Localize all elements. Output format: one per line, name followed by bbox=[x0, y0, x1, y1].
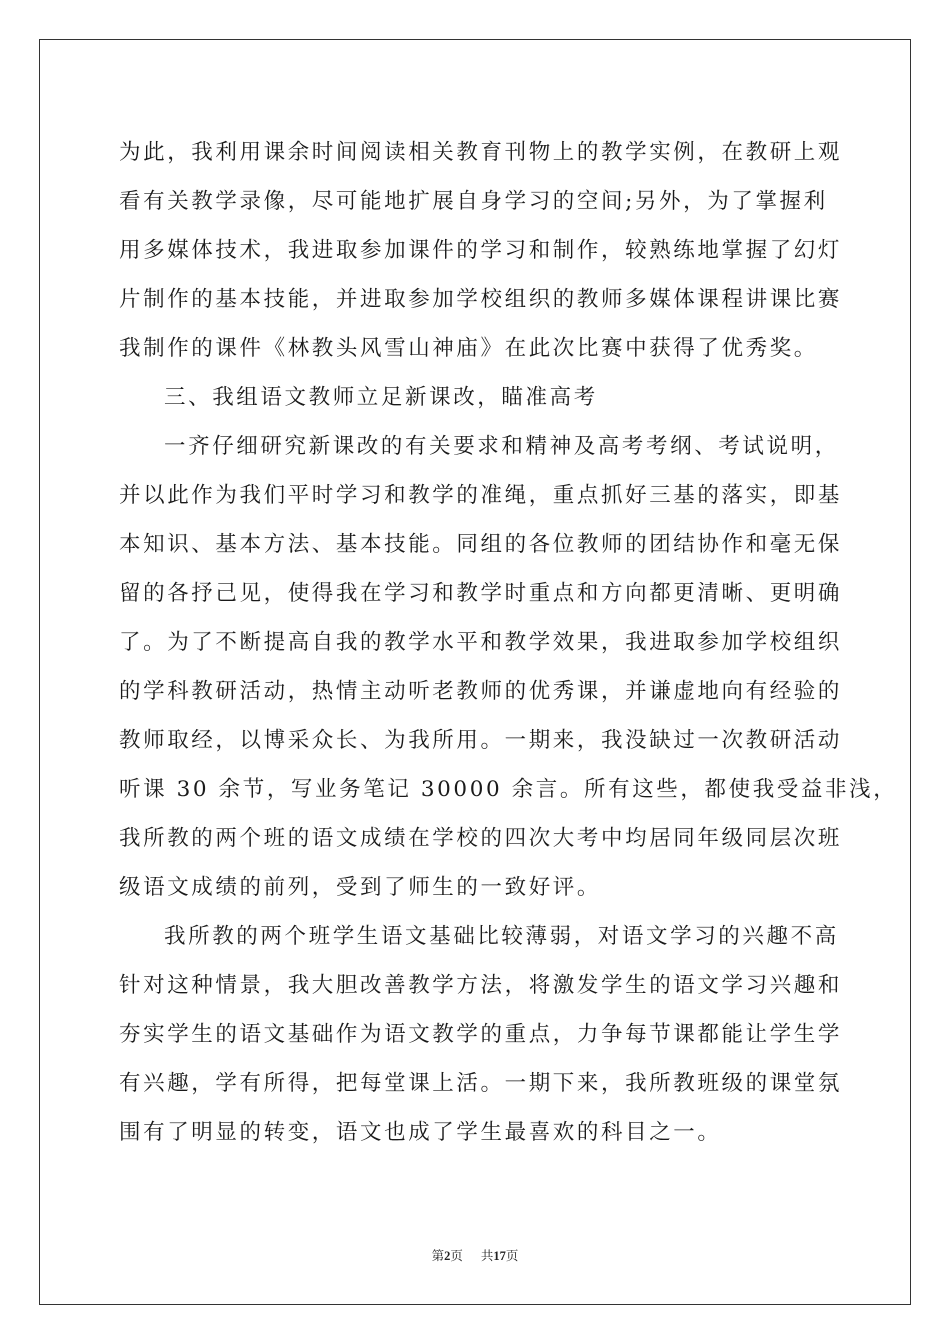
section-heading: 三、我组语文教师立足新课改，瞄准高考 bbox=[164, 385, 598, 410]
text-line: 片制作的基本技能，并进取参加学校组织的教师多媒体课程讲课比赛 bbox=[119, 287, 843, 312]
text-line: 级语文成绩的前列，受到了师生的一致好评。 bbox=[119, 875, 602, 900]
text-line: 教师取经，以博采众长、为我所用。一期来，我没缺过一次教研活动 bbox=[119, 728, 843, 753]
text-line: 我制作的课件《林教头风雪山神庙》在此次比赛中获得了优秀奖。 bbox=[119, 336, 818, 361]
text-line: 围有了明显的转变，语文也成了学生最喜欢的科目之一。 bbox=[119, 1120, 722, 1145]
page-footer bbox=[0, 1246, 950, 1264]
text-line: 看有关教学录像，尽可能地扩展自身学习的空间;另外，为了掌握利 bbox=[119, 189, 828, 214]
total-prefix: 共 bbox=[480, 1249, 494, 1263]
page-prefix: 第 bbox=[431, 1249, 445, 1263]
text-line: 听课 30 余节，写业务笔记 30000 余言。所有这些，都使我受益非浅， bbox=[119, 777, 898, 802]
text-line: 本知识、基本方法、基本技能。同组的各位教师的团结协作和毫无保 bbox=[119, 532, 843, 557]
text-line: 为此，我利用课余时间阅读相关教育刊物上的教学实例，在教研上观 bbox=[119, 140, 843, 165]
text-line: 了。为了不断提高自我的教学水平和教学效果，我进取参加学校组织 bbox=[119, 630, 843, 655]
total-suffix: 页 bbox=[505, 1249, 519, 1263]
text-line: 用多媒体技术，我进取参加课件的学习和制作，较熟练地掌握了幻灯 bbox=[119, 238, 843, 263]
text-line: 夯实学生的语文基础作为语文教学的重点，力争每节课都能让学生学 bbox=[119, 1022, 843, 1047]
text-line: 针对这种情景，我大胆改善教学方法，将激发学生的语文学习兴趣和 bbox=[119, 973, 843, 998]
text-line: 一齐仔细研究新课改的有关要求和精神及高考考纲、考试说明， bbox=[164, 434, 839, 459]
text-line: 留的各抒己见，使得我在学习和教学时重点和方向都更清晰、更明确 bbox=[119, 581, 843, 606]
page-number: 2 bbox=[444, 1249, 451, 1263]
text-line: 并以此作为我们平时学习和教学的准绳，重点抓好三基的落实，即基 bbox=[119, 483, 843, 508]
text-line: 有兴趣，学有所得，把每堂课上活。一期下来，我所教班级的课堂氛 bbox=[119, 1071, 843, 1096]
text-line: 的学科教研活动，热情主动听老教师的优秀课，并谦虚地向有经验的 bbox=[119, 679, 843, 704]
total-pages: 17 bbox=[493, 1249, 506, 1263]
page-suffix: 页 bbox=[450, 1249, 463, 1263]
document-body bbox=[119, 128, 898, 1157]
text-line: 我所教的两个班学生语文基础比较薄弱，对语文学习的兴趣不高 bbox=[164, 924, 839, 949]
text-line: 我所教的两个班的语文成绩在学校的四次大考中均居同年级同层次班 bbox=[119, 826, 843, 851]
